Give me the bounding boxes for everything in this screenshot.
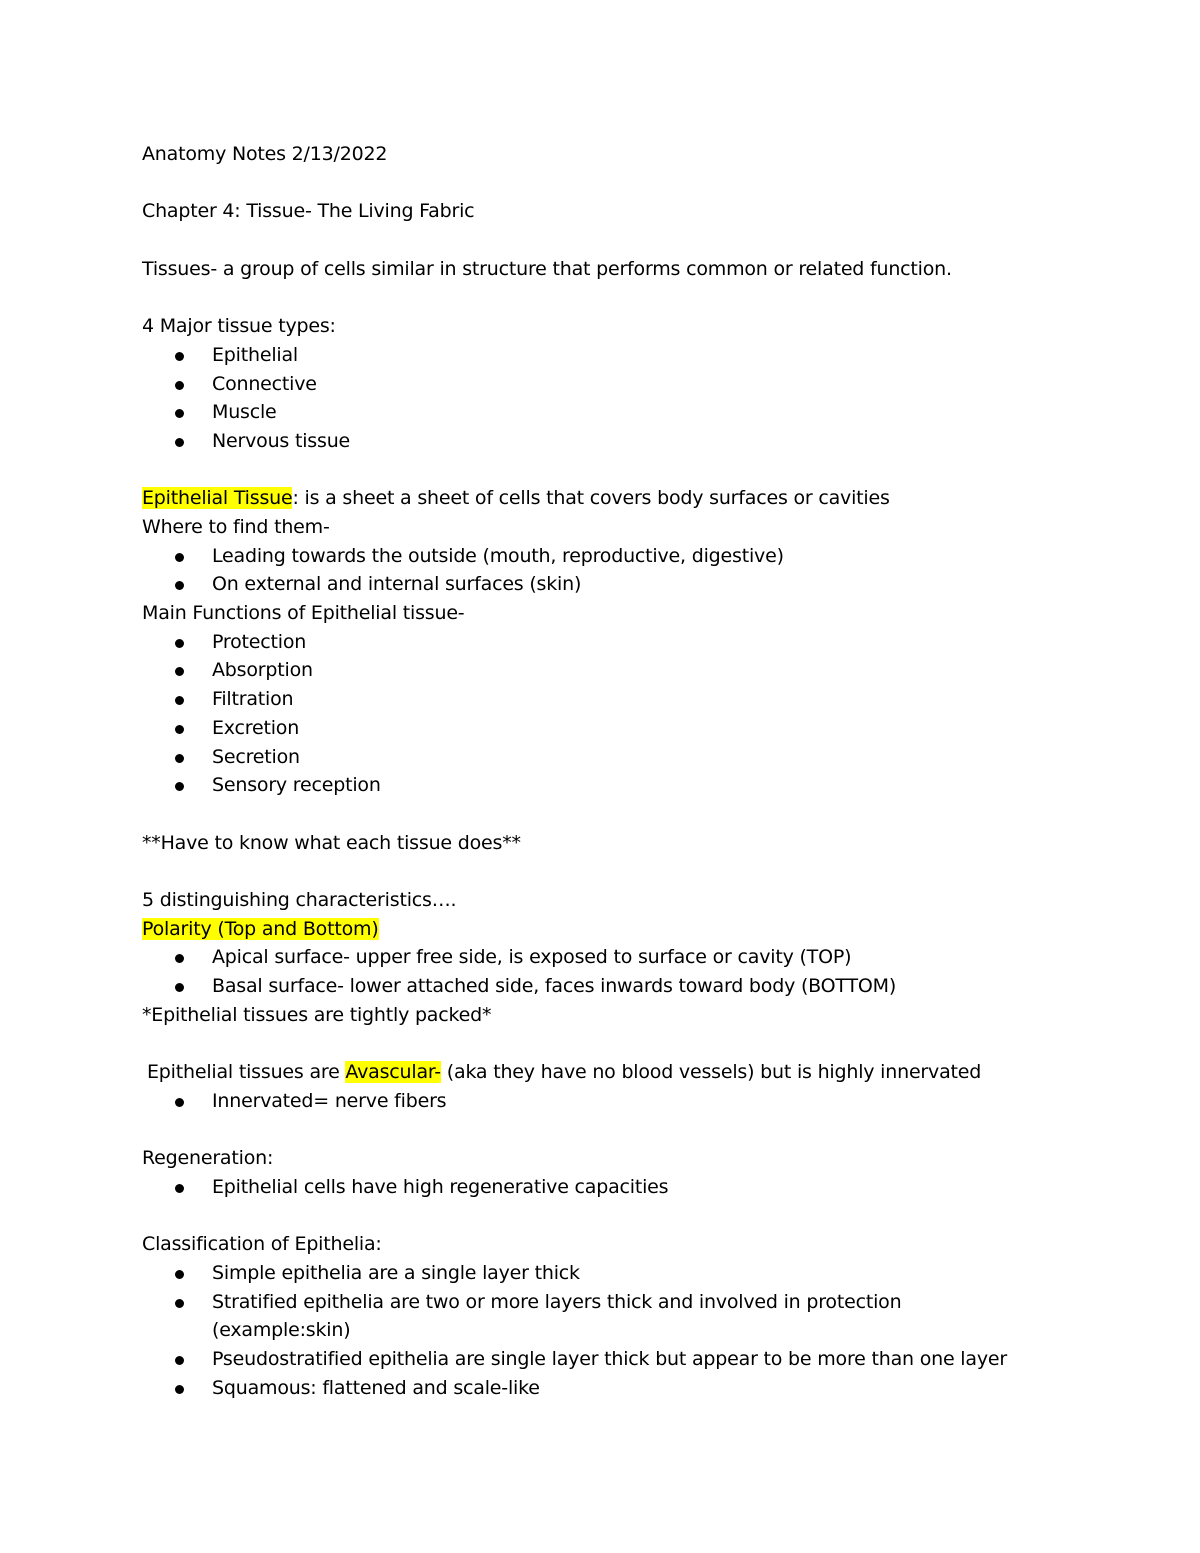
spacer <box>142 1202 1142 1231</box>
packed-note: *Epithelial tissues are tightly packed* <box>142 1003 492 1026</box>
list-item: Connective <box>142 370 1142 399</box>
characteristics-heading: 5 distinguishing characteristics…. <box>142 889 457 912</box>
major-types-heading: 4 Major tissue types: <box>142 315 336 338</box>
bullet-icon <box>175 438 184 447</box>
spacer <box>142 1030 1142 1059</box>
where-list <box>142 542 1142 599</box>
spacer <box>142 857 1142 886</box>
bullet-icon <box>175 954 184 963</box>
bullet-icon <box>175 696 184 705</box>
list-item: Apical surface- upper free side, is exposed to surface or cavity (TOP) <box>142 943 1142 972</box>
highlighted-term: Polarity (Top and Bottom) <box>142 917 379 940</box>
regeneration-heading: Regeneration: <box>142 1147 274 1170</box>
spacer <box>142 456 1142 485</box>
bullet-icon <box>175 1184 184 1193</box>
bullet-icon <box>175 381 184 390</box>
bullet-icon <box>175 667 184 676</box>
bullet-icon <box>175 983 184 992</box>
list-item: Nervous tissue <box>142 427 1142 456</box>
list-item: On external and internal surfaces (skin) <box>142 570 1142 599</box>
bullet-icon <box>175 409 184 418</box>
chapter-heading: Chapter 4: Tissue- The Living Fabric <box>142 200 475 223</box>
list-item: Innervated= nerve fibers <box>142 1087 1142 1116</box>
bullet-icon <box>175 352 184 361</box>
highlighted-term: Epithelial Tissue <box>142 487 293 510</box>
list-item: Filtration <box>142 685 1142 714</box>
list-item: Pseudostratified epithelia are single layer thick but appear to be more than one layer <box>142 1345 1142 1374</box>
list-item: Epithelial cells have high regenerative capacities <box>142 1173 1142 1202</box>
know-note: **Have to know what each tissue does** <box>142 831 521 854</box>
avascular-line: Epithelial tissues are Avascular- (aka they have no blood vessels) but is highly innervated <box>147 1061 982 1084</box>
polarity-heading <box>142 915 1142 944</box>
classification-list <box>142 1259 1142 1403</box>
bullet-icon <box>175 1270 184 1279</box>
list-item: Stratified epithelia are two or more layers thick and involved in protection (example:skin) <box>142 1288 1032 1345</box>
bullet-icon <box>175 581 184 590</box>
polarity-list <box>142 943 1142 1000</box>
spacer <box>142 226 1142 255</box>
major-types-list <box>142 341 1142 456</box>
tissues-definition: Tissues- a group of cells similar in structure that performs common or related function. <box>142 257 952 280</box>
spacer <box>142 800 1142 829</box>
document-title: Anatomy Notes 2/13/2022 <box>142 143 388 165</box>
list-item: Simple epithelia are a single layer thick <box>142 1259 1142 1288</box>
bullet-icon <box>175 725 184 734</box>
list-item: Secretion <box>142 743 1142 772</box>
regeneration-list <box>142 1173 1142 1202</box>
list-item: Basal surface- lower attached side, faces inwards toward body (BOTTOM) <box>142 972 1142 1001</box>
bullet-icon <box>175 1356 184 1365</box>
functions-heading: Main Functions of Epithelial tissue- <box>142 602 465 625</box>
list-item: Epithelial <box>142 341 1142 370</box>
bullet-icon <box>175 782 184 791</box>
bullet-icon <box>175 754 184 763</box>
list-item: Protection <box>142 628 1142 657</box>
bullet-icon <box>175 639 184 648</box>
avascular-list <box>142 1087 1142 1116</box>
where-heading: Where to find them- <box>142 516 330 538</box>
list-item: Muscle <box>142 398 1142 427</box>
highlighted-term: Avascular- <box>345 1061 441 1084</box>
classification-heading: Classification of Epithelia: <box>142 1233 382 1256</box>
bullet-icon <box>175 1299 184 1308</box>
list-item: Squamous: flattened and scale-like <box>142 1374 1142 1403</box>
spacer <box>142 283 1142 312</box>
list-item: Absorption <box>142 656 1142 685</box>
spacer <box>142 1116 1142 1145</box>
list-item: Sensory reception <box>142 771 1142 800</box>
epithelial-definition: Epithelial Tissue: is a sheet a sheet of cells that covers body surfaces or cavities <box>142 487 890 510</box>
bullet-icon <box>175 1098 184 1107</box>
document-page <box>142 140 1142 1403</box>
spacer <box>142 169 1142 198</box>
bullet-icon <box>175 1385 184 1394</box>
list-item: Excretion <box>142 714 1142 743</box>
functions-list <box>142 628 1142 800</box>
bullet-icon <box>175 553 184 562</box>
list-item: Leading towards the outside (mouth, reproductive, digestive) <box>142 542 1142 571</box>
